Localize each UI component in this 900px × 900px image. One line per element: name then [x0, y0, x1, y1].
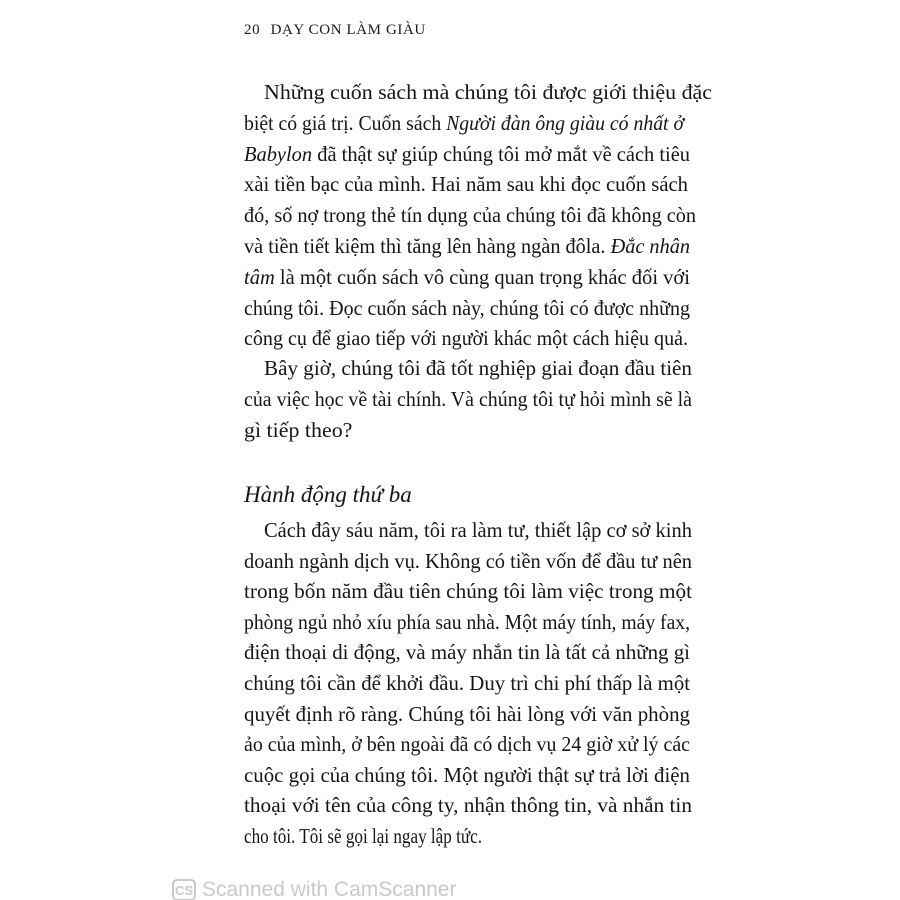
text-segment: đó, số nợ trong thẻ tín dụng của chúng tôi đã không còn: [244, 203, 696, 228]
text-segment: Cách đây sáu năm, tôi ra làm tư, thiết lập cơ sở kinh: [264, 518, 692, 542]
text-line: [244, 734, 690, 756]
text-line: [244, 110, 684, 135]
book-title-text: Babylon: [244, 141, 313, 166]
text-segment: doanh ngành dịch vụ. Không có tiền vốn để đầu tư nên: [244, 548, 692, 573]
text-line: [264, 520, 692, 542]
page-header: [244, 22, 426, 39]
text-line: [244, 295, 691, 320]
text-segment: Những cuốn sách mà chúng tôi được giới thiệu đặc: [264, 80, 712, 104]
text-line: [244, 205, 696, 227]
text-line: [244, 264, 690, 289]
text-line: [244, 328, 688, 350]
text-segment: trong bốn năm đầu tiên chúng tôi làm việc trong một: [244, 579, 693, 604]
text-segment: Bây giờ, chúng tôi đã tốt nghiệp giai đoạn đầu tiên: [264, 356, 692, 380]
camscanner-logo-icon: CS: [172, 879, 196, 900]
text-line: [244, 386, 693, 411]
text-line: [244, 795, 692, 817]
camscanner-watermark: [172, 878, 456, 900]
text-segment: công cụ để giao tiếp với người khác một cách hiệu quả.: [244, 326, 689, 351]
text-segment: cho tôi. Tôi sẽ gọi lại ngay lập tức.: [244, 824, 482, 848]
text-line: [244, 174, 688, 196]
text-segment: phòng ngủ nhỏ xíu phía sau nhà. Một máy tính, máy fax,: [244, 609, 691, 634]
text-segment: điện thoại di động, và máy nhắn tin là tất cả những gì: [244, 640, 690, 665]
text-segment: chúng tôi cần để khởi đầu. Duy trì chi phí thấp là một: [244, 671, 691, 695]
text-line: [244, 548, 692, 573]
text-line: [244, 701, 690, 726]
text-line: [244, 762, 690, 787]
text-segment: đã thật sự giúp chúng tôi mở mắt về cách tiêu: [312, 141, 691, 166]
book-title-text: tâm: [244, 264, 275, 289]
text-line: [244, 581, 692, 603]
watermark-text: Scanned with CamScanner: [202, 878, 457, 900]
text-segment: quyết định rõ ràng. Chúng tôi hài lòng với văn phòng: [244, 701, 690, 726]
text-line: [244, 826, 482, 848]
text-segment: là một cuốn sách vô cùng quan trọng khác đối với: [274, 264, 690, 289]
text-line: [244, 236, 690, 258]
book-title-text: Người đàn ông giàu có nhất ở: [446, 110, 684, 135]
text-segment: gì tiếp theo?: [244, 417, 353, 442]
text-segment: biệt có giá trị. Cuốn sách: [244, 110, 447, 135]
text-segment: và tiền tiết kiệm thì tăng lên hàng ngàn đôla.: [244, 234, 611, 258]
running-title: DẠY CON LÀM GIÀU: [270, 22, 426, 38]
text-segment: của việc học về tài chính. Và chúng tôi tự hỏi mình sẽ là: [244, 386, 693, 411]
section-heading: Hành động thứ ba: [244, 482, 412, 507]
text-line: [264, 82, 712, 104]
book-title-text: Đắc nhân: [610, 234, 690, 258]
page-number: 20: [244, 22, 261, 38]
text-line: [264, 358, 692, 380]
text-segment: cuộc gọi của chúng tôi. Một người thật sự trả lời điện: [244, 762, 690, 787]
text-line: [244, 417, 353, 442]
text-segment: chúng tôi. Đọc cuốn sách này, chúng tôi có được những: [244, 295, 691, 320]
text-line: [244, 141, 691, 166]
text-segment: thoại với tên của công ty, nhận thông tin, và nhắn tin: [244, 793, 693, 818]
text-segment: xài tiền bạc của mình. Hai năm sau khi đọc cuốn sách: [244, 172, 688, 197]
text-line: [244, 609, 691, 634]
text-segment: ảo của mình, ở bên ngoài đã có dịch vụ 24 giờ xử lý các: [244, 732, 690, 757]
text-line: [244, 642, 690, 664]
text-line: [244, 673, 690, 695]
